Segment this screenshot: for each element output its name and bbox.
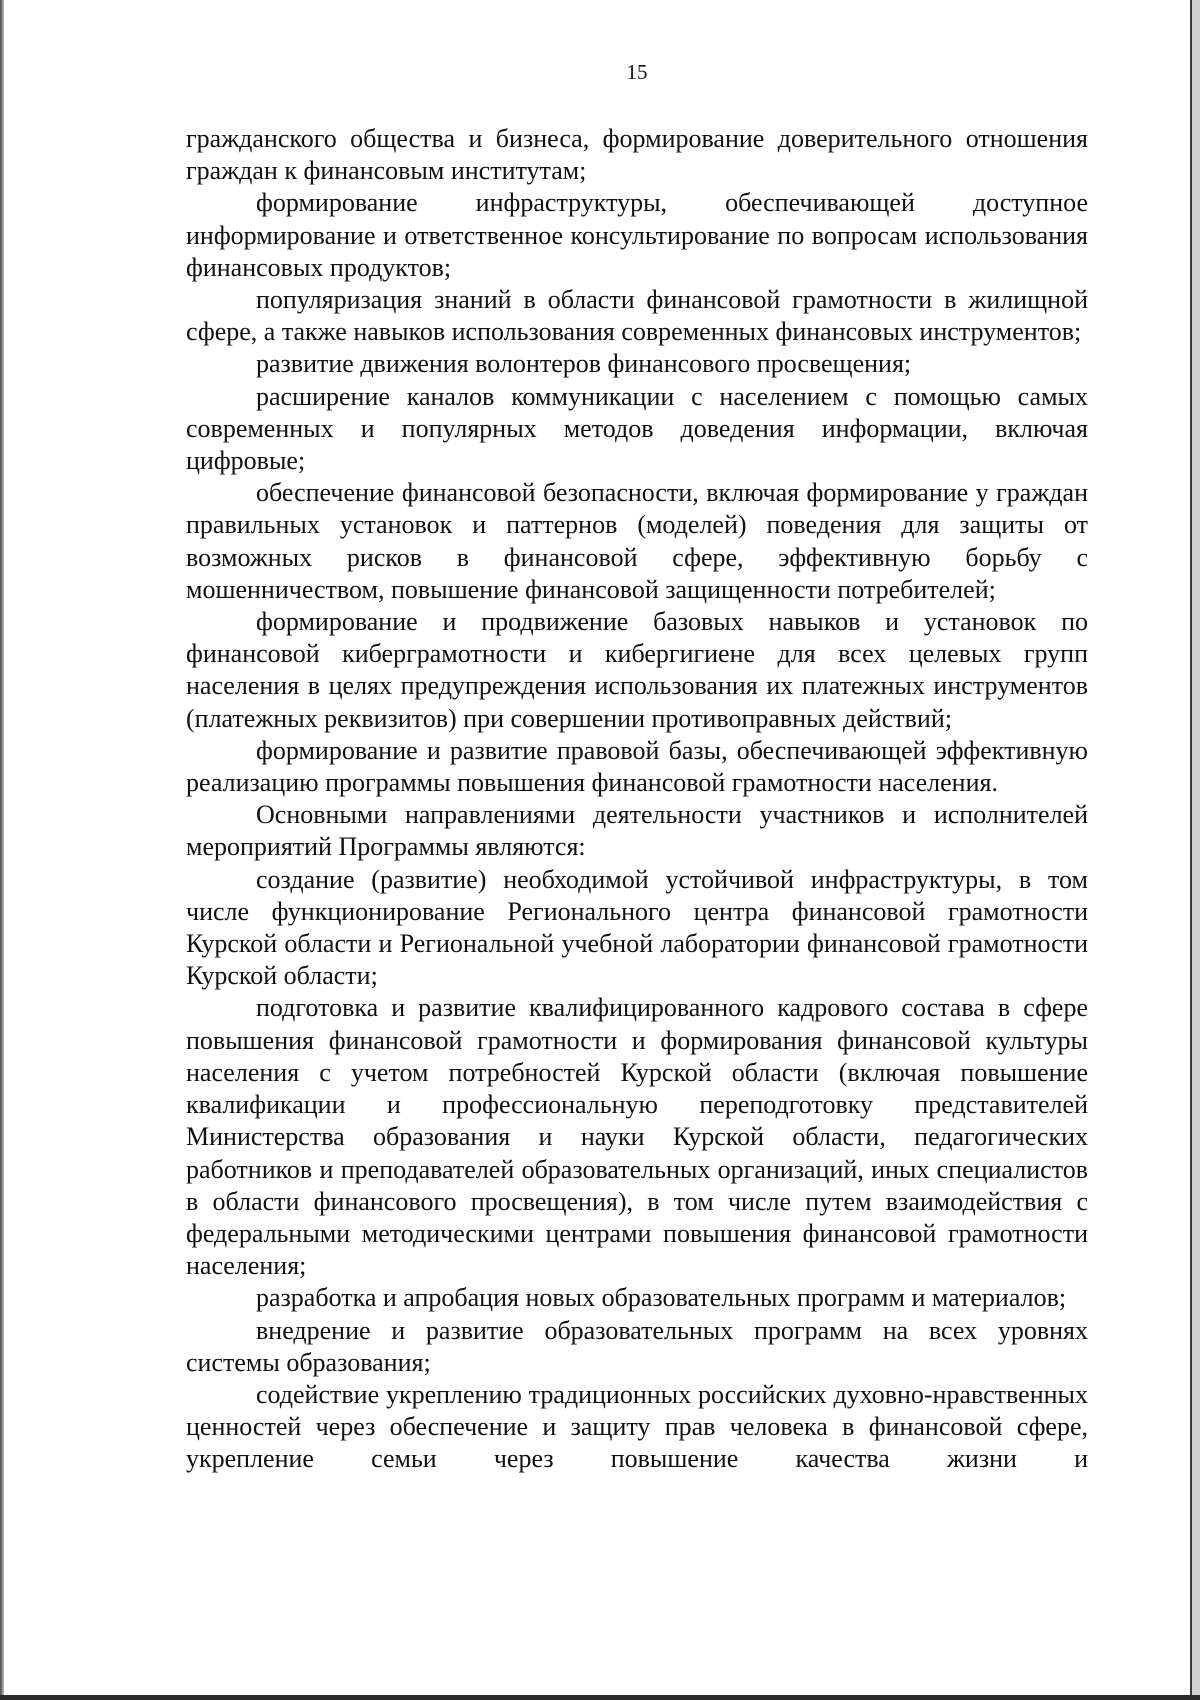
scan-edge-right xyxy=(1190,0,1200,1700)
paragraph: развитие движения волонтеров финансового просвещения; xyxy=(256,349,912,379)
scan-edge-left xyxy=(0,0,4,1700)
paragraph: формирование инфраструктуры, обеспечивающей доступное информирование и ответственное консультирование по вопросам использования финансовых продуктов; xyxy=(186,188,1088,282)
paragraph: обеспечение финансовой безопасности, включая формирование у граждан правильных установок и паттернов (моделей) поведения для защиты от возможных рисков в финансовой сфере, эффективную борьбу с мошенничеством, повышение финансовой защищенности потребителей; xyxy=(186,478,1088,604)
paragraph: создание (развитие) необходимой устойчивой инфраструктуры, в том числе функционирование Регионального центра финансовой грамотности Курской области и Региональной учебной лаборатории финансовой грамотности Курской области; xyxy=(186,864,1088,991)
paragraph: подготовка и развитие квалифицированного кадрового состава в сфере повышения финансовой грамотности и формирования финансовой культуры населения с учетом потребностей Курской области (включая повышение квалификации и профессиональную переподготовку представителей Министерства образования и науки Курской области, педагогических работников и преподавателей образовательных организаций, иных специалистов в области финансового просвещения), в том числе путем взаимодействия с федеральными методическими центрами повышения финансовой грамотности населения; xyxy=(186,993,1088,1281)
page-number: 15 xyxy=(626,60,648,84)
paragraph: популяризация знаний в области финансовой грамотности в жилищной сфере, а также навыков использования современных финансовых инструментов; xyxy=(186,285,1088,347)
paragraph: Основными направлениями деятельности участников и исполнителей мероприятий Программы являются: xyxy=(186,800,1088,862)
paragraph: разработка и апробация новых образовательных программ и материалов; xyxy=(256,1283,1067,1313)
paragraph: внедрение и развитие образовательных программ на всех уровнях системы образования; xyxy=(186,1315,1088,1377)
paragraph: содействие укреплению традиционных российских духовно-нравственных ценностей через обеспечение и защиту прав человека в финансовой сфере, укрепление семьи через повышение качества жизни и xyxy=(186,1379,1088,1474)
paragraph: формирование и развитие правовой базы, обеспечивающей эффективную реализацию программы повышения финансовой грамотности населения. xyxy=(186,735,1088,798)
paragraph: формирование и продвижение базовых навыков и установок по финансовой киберграмотности и кибергигиене для всех целевых групп населения в целях предупреждения использования их платежных инструментов (платежных реквизитов) при совершении противоправных действий; xyxy=(186,607,1088,733)
document-body xyxy=(186,60,1088,1476)
paragraph: гражданского общества и бизнеса, формирование доверительного отношения граждан к финансовым институтам; xyxy=(186,124,1088,186)
scan-edge-bottom xyxy=(0,1695,1200,1700)
paragraph: расширение каналов коммуникации с населением с помощью самых современных и популярных методов доведения информации, включая цифровые; xyxy=(186,381,1088,476)
